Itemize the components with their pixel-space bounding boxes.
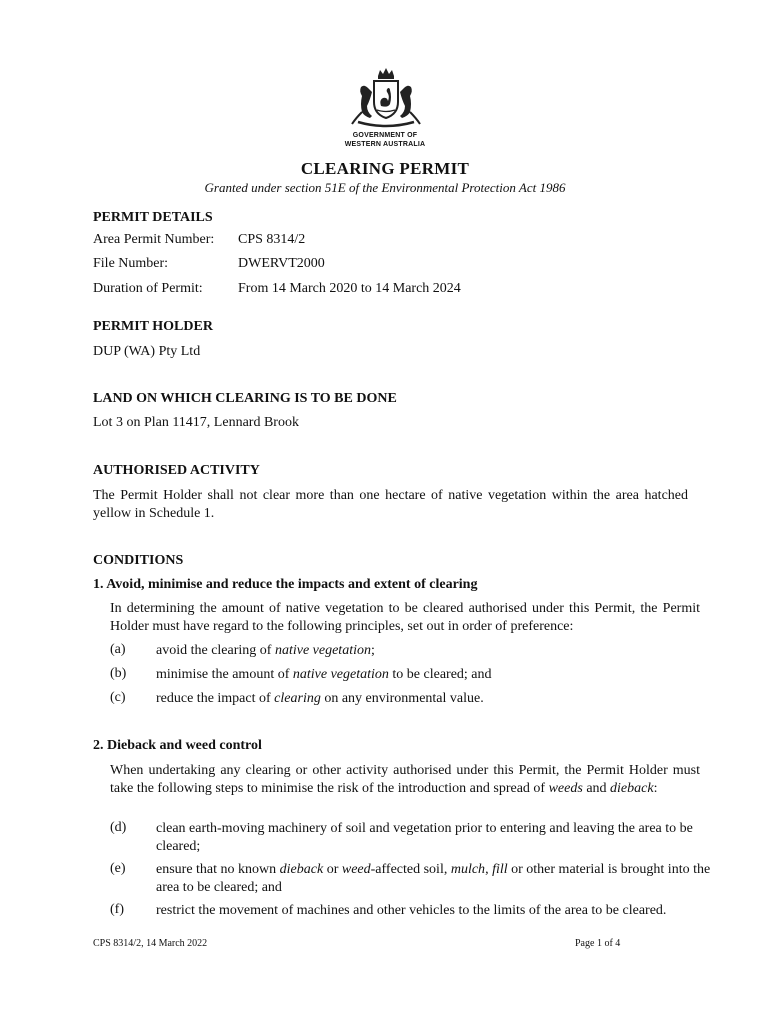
coat-of-arms-icon bbox=[346, 66, 426, 130]
condition-2-item-label: (d) bbox=[110, 820, 127, 835]
government-label bbox=[325, 131, 445, 149]
government-label-line1: GOVERNMENT OF bbox=[352, 132, 418, 139]
condition-2-item-f: restrict the movement of machines and other vehicles to the limits of the area to be cleared. bbox=[156, 903, 667, 918]
document-title: CLEARING PERMIT bbox=[300, 159, 470, 178]
area-permit-number-value: CPS 8314/2 bbox=[238, 232, 306, 247]
condition-1-item-label: (b) bbox=[110, 666, 127, 681]
condition-1-item-b: minimise the amount of native vegetation to be cleared; and bbox=[156, 667, 492, 682]
land-heading: LAND ON WHICH CLEARING IS TO BE DONE bbox=[93, 391, 397, 406]
condition-1-item-a: avoid the clearing of native vegetation; bbox=[156, 643, 375, 658]
condition-1-item-label: (a) bbox=[110, 642, 126, 657]
permit-holder-value: DUP (WA) Pty Ltd bbox=[93, 344, 201, 359]
area-permit-number-label: Area Permit Number: bbox=[93, 232, 215, 247]
footer-page-number: Page 1 of 4 bbox=[575, 938, 621, 949]
condition-1-item-label: (c) bbox=[110, 690, 126, 705]
condition-2-title: 2. Dieback and weed control bbox=[93, 738, 262, 753]
condition-2-item-label: (f) bbox=[110, 902, 124, 917]
footer-document-ref: CPS 8314/2, 14 March 2022 bbox=[93, 938, 208, 949]
condition-2-item-d: clean earth-moving machinery of soil and vegetation prior to entering and leaving the area to be cleared; bbox=[156, 821, 693, 854]
condition-2-item-label: (e) bbox=[110, 861, 126, 876]
authorised-activity-text: The Permit Holder shall not clear more than one hectare of native vegetation within the area hatched yellow in Schedule 1. bbox=[93, 488, 688, 521]
condition-1-title: 1. Avoid, minimise and reduce the impacts and extent of clearing bbox=[93, 577, 478, 592]
file-number-value: DWERVT2000 bbox=[238, 256, 325, 271]
permit-holder-heading: PERMIT HOLDER bbox=[93, 319, 213, 334]
land-value: Lot 3 on Plan 11417, Lennard Brook bbox=[93, 415, 299, 430]
document-subtitle: Granted under section 51E of the Environmental Protection Act 1986 bbox=[204, 180, 566, 195]
conditions-heading: CONDITIONS bbox=[93, 553, 184, 568]
duration-value: From 14 March 2020 to 14 March 2024 bbox=[238, 281, 461, 296]
condition-2-item-e: ensure that no known dieback or weed-affected soil, mulch, fill or other material is brought into the area to be cleared; and bbox=[156, 862, 711, 895]
authorised-activity-heading: AUTHORISED ACTIVITY bbox=[93, 463, 260, 478]
condition-2-intro: When undertaking any clearing or other activity authorised under this Permit, the Permit Holder must take the following steps to minimise the risk of the introduction and spread of weeds and dieback: bbox=[110, 763, 700, 796]
permit-details-heading: PERMIT DETAILS bbox=[93, 210, 213, 225]
government-label-line2: WESTERN AUSTRALIA bbox=[344, 141, 426, 148]
condition-1-intro: In determining the amount of native vegetation to be cleared authorised under this Permit, the Permit Holder must have regard to the following principles, set out in order of preference: bbox=[110, 601, 700, 634]
condition-1-item-c: reduce the impact of clearing on any environmental value. bbox=[156, 691, 484, 706]
file-number-label: File Number: bbox=[93, 256, 169, 271]
duration-label: Duration of Permit: bbox=[93, 281, 203, 296]
